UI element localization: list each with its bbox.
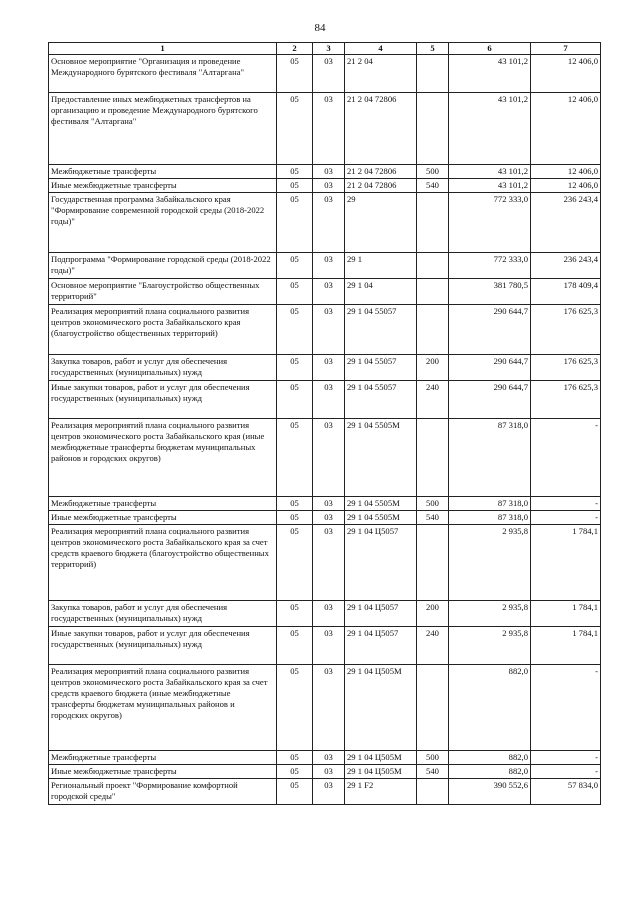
amount-total-cell: 2 935,8 (449, 601, 531, 627)
table-row (49, 93, 601, 165)
section-code-cell: 05 (277, 305, 313, 355)
amount-total-cell: 2 935,8 (449, 627, 531, 665)
table-row (49, 751, 601, 765)
section-code-cell: 05 (277, 511, 313, 525)
amount-total-cell: 290 644,7 (449, 355, 531, 381)
table-row (49, 179, 601, 193)
item-name-cell: Закупка товаров, работ и услуг для обеспечения государственных (муниципальных) нужд (49, 355, 277, 381)
section-code-cell: 05 (277, 627, 313, 665)
amount-federal-cell: - (531, 751, 601, 765)
item-name-cell: Межбюджетные трансферты (49, 497, 277, 511)
target-article-cell: 29 1 04 55057 (345, 305, 417, 355)
target-article-cell: 29 1 04 55057 (345, 381, 417, 419)
item-name-cell: Иные закупки товаров, работ и услуг для обеспечения государственных (муниципальных) нужд (49, 381, 277, 419)
amount-total-cell: 43 101,2 (449, 55, 531, 93)
amount-federal-cell: 176 625,3 (531, 381, 601, 419)
page-number: 84 (314, 22, 326, 34)
expense-type-cell: 200 (417, 355, 449, 381)
target-article-cell: 29 1 04 55057 (345, 355, 417, 381)
item-name-cell: Иные межбюджетные трансферты (49, 765, 277, 779)
target-article-cell: 29 1 (345, 253, 417, 279)
table-row (49, 305, 601, 355)
item-name-cell: Межбюджетные трансферты (49, 751, 277, 765)
subsection-code-cell: 03 (313, 253, 345, 279)
amount-federal-cell: 178 409,4 (531, 279, 601, 305)
column-header-7: 7 (531, 43, 601, 55)
table-row (49, 627, 601, 665)
subsection-code-cell: 03 (313, 665, 345, 751)
target-article-cell: 29 1 04 Ц5057 (345, 525, 417, 601)
budget-table (48, 42, 601, 805)
expense-type-cell: 240 (417, 381, 449, 419)
table-row (49, 165, 601, 179)
amount-total-cell: 2 935,8 (449, 525, 531, 601)
amount-federal-cell: 1 784,1 (531, 627, 601, 665)
amount-total-cell: 290 644,7 (449, 381, 531, 419)
item-name-cell: Реализация мероприятий плана социального развития центров экономического роста Забайкальского края за счет средств краевого бюджета (иные межбюджетные трансферты бюджетам муниципальных районов и городских округов) (49, 665, 277, 751)
subsection-code-cell: 03 (313, 779, 345, 805)
table-row (49, 279, 601, 305)
column-header-6: 6 (449, 43, 531, 55)
table-row (49, 253, 601, 279)
subsection-code-cell: 03 (313, 627, 345, 665)
subsection-code-cell: 03 (313, 305, 345, 355)
item-name-cell: Подпрограмма "Формирование городской среды (2018-2022 годы)" (49, 253, 277, 279)
section-code-cell: 05 (277, 253, 313, 279)
expense-type-cell (417, 525, 449, 601)
target-article-cell: 29 1 04 5505М (345, 419, 417, 497)
item-name-cell: Основное мероприятие "Организация и проведение Международного бурятского фестиваля "Алтаргана" (49, 55, 277, 93)
amount-federal-cell: 176 625,3 (531, 355, 601, 381)
subsection-code-cell: 03 (313, 497, 345, 511)
expense-type-cell: 540 (417, 511, 449, 525)
subsection-code-cell: 03 (313, 193, 345, 253)
item-name-cell: Реализация мероприятий плана социального развития центров экономического роста Забайкальского края (иные межбюджетные трансферты бюджетам муниципальных районов и городских округов) (49, 419, 277, 497)
amount-federal-cell: 12 406,0 (531, 55, 601, 93)
table-row (49, 381, 601, 419)
table-row (49, 779, 601, 805)
item-name-cell: Реализация мероприятий плана социального развития центров экономического роста Забайкальского края за счет средств краевого бюджета (благоустройство общественных территорий) (49, 525, 277, 601)
target-article-cell: 29 1 04 5505М (345, 497, 417, 511)
amount-total-cell: 882,0 (449, 665, 531, 751)
item-name-cell: Основное мероприятие "Благоустройство общественных территорий" (49, 279, 277, 305)
subsection-code-cell: 03 (313, 751, 345, 765)
section-code-cell: 05 (277, 381, 313, 419)
target-article-cell: 29 1 04 Ц505М (345, 765, 417, 779)
amount-federal-cell: - (531, 511, 601, 525)
amount-total-cell: 882,0 (449, 765, 531, 779)
amount-total-cell: 290 644,7 (449, 305, 531, 355)
expense-type-cell (417, 419, 449, 497)
section-code-cell: 05 (277, 497, 313, 511)
amount-total-cell: 43 101,2 (449, 179, 531, 193)
subsection-code-cell: 03 (313, 525, 345, 601)
section-code-cell: 05 (277, 355, 313, 381)
amount-federal-cell: 1 784,1 (531, 601, 601, 627)
section-code-cell: 05 (277, 765, 313, 779)
target-article-cell: 29 1 F2 (345, 779, 417, 805)
item-name-cell: Иные межбюджетные трансферты (49, 511, 277, 525)
subsection-code-cell: 03 (313, 601, 345, 627)
expense-type-cell (417, 779, 449, 805)
table-row (49, 497, 601, 511)
target-article-cell: 29 (345, 193, 417, 253)
item-name-cell: Предоставление иных межбюджетных трансфертов на организацию и проведение Международного бурятского фестиваля "Алтаргана" (49, 93, 277, 165)
subsection-code-cell: 03 (313, 93, 345, 165)
subsection-code-cell: 03 (313, 279, 345, 305)
amount-total-cell: 87 318,0 (449, 497, 531, 511)
amount-total-cell: 772 333,0 (449, 253, 531, 279)
target-article-cell: 29 1 04 Ц5057 (345, 627, 417, 665)
expense-type-cell: 540 (417, 179, 449, 193)
expense-type-cell: 500 (417, 497, 449, 511)
subsection-code-cell: 03 (313, 165, 345, 179)
item-name-cell: Межбюджетные трансферты (49, 165, 277, 179)
expense-type-cell: 240 (417, 627, 449, 665)
section-code-cell: 05 (277, 165, 313, 179)
item-name-cell: Реализация мероприятий плана социального развития центров экономического роста Забайкальского края (благоустройство общественных территорий) (49, 305, 277, 355)
target-article-cell: 21 2 04 72806 (345, 165, 417, 179)
section-code-cell: 05 (277, 751, 313, 765)
target-article-cell: 29 1 04 Ц505М (345, 665, 417, 751)
expense-type-cell: 500 (417, 751, 449, 765)
item-name-cell: Закупка товаров, работ и услуг для обеспечения государственных (муниципальных) нужд (49, 601, 277, 627)
section-code-cell: 05 (277, 179, 313, 193)
expense-type-cell (417, 193, 449, 253)
column-header-1: 1 (49, 43, 277, 55)
amount-total-cell: 43 101,2 (449, 93, 531, 165)
expense-type-cell (417, 55, 449, 93)
table-row (49, 665, 601, 751)
section-code-cell: 05 (277, 601, 313, 627)
table-row (49, 765, 601, 779)
amount-total-cell: 882,0 (449, 751, 531, 765)
table-row (49, 55, 601, 93)
section-code-cell: 05 (277, 779, 313, 805)
amount-total-cell: 390 552,6 (449, 779, 531, 805)
section-code-cell: 05 (277, 55, 313, 93)
amount-total-cell: 87 318,0 (449, 419, 531, 497)
table-row (49, 419, 601, 497)
section-code-cell: 05 (277, 93, 313, 165)
expense-type-cell: 540 (417, 765, 449, 779)
amount-federal-cell: 176 625,3 (531, 305, 601, 355)
amount-federal-cell: - (531, 765, 601, 779)
column-header-2: 2 (277, 43, 313, 55)
item-name-cell: Региональный проект "Формирование комфортной городской среды" (49, 779, 277, 805)
amount-federal-cell: 236 243,4 (531, 193, 601, 253)
expense-type-cell (417, 253, 449, 279)
section-code-cell: 05 (277, 193, 313, 253)
subsection-code-cell: 03 (313, 419, 345, 497)
item-name-cell: Иные межбюджетные трансферты (49, 179, 277, 193)
section-code-cell: 05 (277, 419, 313, 497)
amount-federal-cell: 12 406,0 (531, 165, 601, 179)
amount-federal-cell: 57 834,0 (531, 779, 601, 805)
amount-federal-cell: - (531, 497, 601, 511)
table-row (49, 601, 601, 627)
expense-type-cell: 200 (417, 601, 449, 627)
column-header-3: 3 (313, 43, 345, 55)
amount-federal-cell: - (531, 419, 601, 497)
section-code-cell: 05 (277, 279, 313, 305)
header-row (49, 43, 601, 55)
target-article-cell: 21 2 04 (345, 55, 417, 93)
expense-type-cell (417, 279, 449, 305)
expense-type-cell (417, 665, 449, 751)
subsection-code-cell: 03 (313, 55, 345, 93)
section-code-cell: 05 (277, 525, 313, 601)
expense-type-cell (417, 93, 449, 165)
amount-federal-cell: 12 406,0 (531, 179, 601, 193)
subsection-code-cell: 03 (313, 179, 345, 193)
subsection-code-cell: 03 (313, 355, 345, 381)
section-code-cell: 05 (277, 665, 313, 751)
amount-total-cell: 381 780,5 (449, 279, 531, 305)
table-row (49, 355, 601, 381)
item-name-cell: Иные закупки товаров, работ и услуг для обеспечения государственных (муниципальных) нужд (49, 627, 277, 665)
target-article-cell: 29 1 04 Ц505М (345, 751, 417, 765)
amount-total-cell: 43 101,2 (449, 165, 531, 179)
table-row (49, 511, 601, 525)
amount-total-cell: 772 333,0 (449, 193, 531, 253)
expense-type-cell: 500 (417, 165, 449, 179)
target-article-cell: 21 2 04 72806 (345, 93, 417, 165)
target-article-cell: 29 1 04 5505М (345, 511, 417, 525)
target-article-cell: 21 2 04 72806 (345, 179, 417, 193)
amount-federal-cell: 236 243,4 (531, 253, 601, 279)
column-header-5: 5 (417, 43, 449, 55)
amount-total-cell: 87 318,0 (449, 511, 531, 525)
table-row (49, 525, 601, 601)
expense-type-cell (417, 305, 449, 355)
subsection-code-cell: 03 (313, 511, 345, 525)
target-article-cell: 29 1 04 Ц5057 (345, 601, 417, 627)
table-row (49, 193, 601, 253)
amount-federal-cell: - (531, 665, 601, 751)
amount-federal-cell: 12 406,0 (531, 93, 601, 165)
amount-federal-cell: 1 784,1 (531, 525, 601, 601)
column-header-4: 4 (345, 43, 417, 55)
item-name-cell: Государственная программа Забайкальского края "Формирование современной городской среды (2018-2022 годы)" (49, 193, 277, 253)
subsection-code-cell: 03 (313, 765, 345, 779)
target-article-cell: 29 1 04 (345, 279, 417, 305)
subsection-code-cell: 03 (313, 381, 345, 419)
